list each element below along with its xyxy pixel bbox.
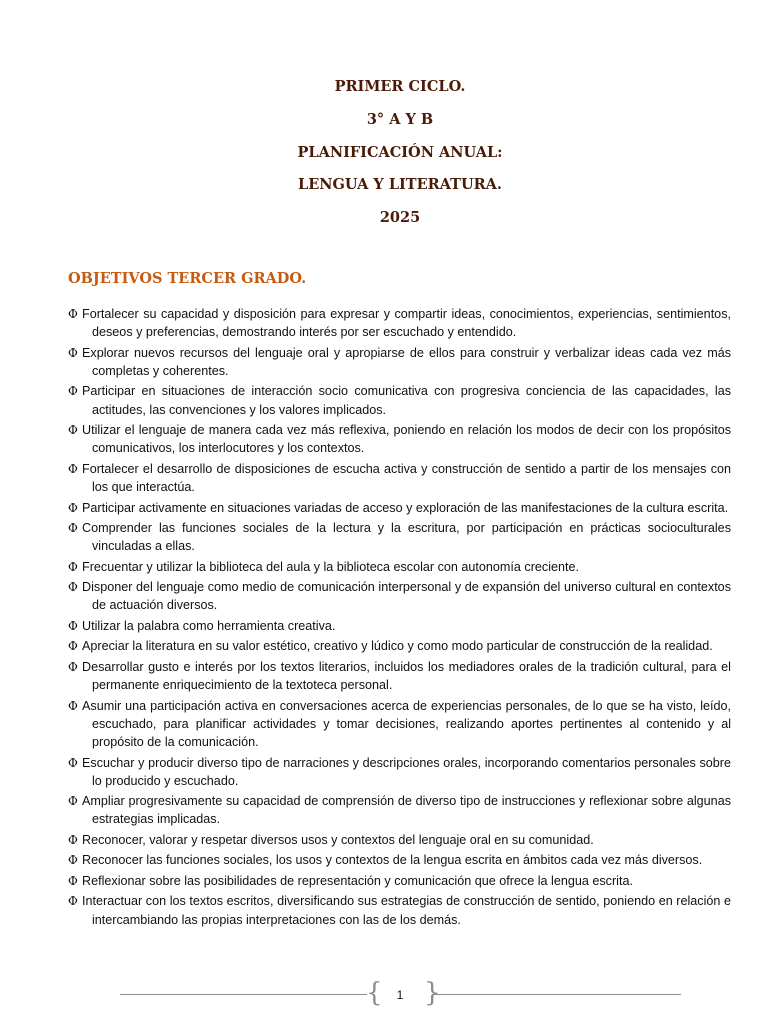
objective-item	[68, 617, 731, 635]
phi-bullet-icon: Φ	[68, 755, 78, 770]
objective-item	[68, 658, 731, 694]
objective-text: Apreciar la literatura en su valor estético, creativo y lúdico y como modo particular de construcción de la realidad.	[82, 639, 713, 654]
objective-item	[68, 754, 731, 790]
footer-rule-right	[434, 994, 681, 995]
phi-bullet-icon: Φ	[68, 853, 78, 868]
phi-bullet-icon: Φ	[68, 894, 78, 909]
phi-bullet-icon: Φ	[68, 698, 78, 713]
objective-item	[68, 460, 731, 496]
page-bracket-right: }	[424, 978, 441, 1008]
objective-text: Fortalecer su capacidad y disposición para expresar y compartir ideas, conocimientos, experiencias, sentimientos, deseos y preferencias, demostrando interés por ser escuchado y entendido.	[82, 307, 731, 340]
objective-text: Utilizar el lenguaje de manera cada vez más reflexiva, poniendo en relación los modos de decir con los propósitos comunicativos, los interlocutores y los contextos.	[82, 423, 731, 456]
header-year: 2025	[379, 209, 421, 227]
objective-item	[68, 578, 731, 614]
objective-item	[68, 499, 731, 517]
objective-text: Interactuar con los textos escritos, diversificando sus estrategias de construcción de sentido, poniendo en relación e intercambiando las propias interpretaciones con las de los demás.	[82, 894, 731, 927]
objective-item	[68, 831, 731, 849]
objective-item	[68, 344, 731, 380]
objective-item	[68, 851, 731, 869]
header-plan: PLANIFICACIÓN ANUAL:	[297, 143, 503, 161]
objective-text: Utilizar la palabra como herramienta creativa.	[82, 618, 336, 633]
phi-bullet-icon: Φ	[68, 307, 78, 321]
phi-bullet-icon: Φ	[68, 580, 78, 595]
objective-item	[68, 519, 731, 555]
phi-bullet-icon: Φ	[68, 500, 78, 515]
phi-bullet-icon: Φ	[68, 618, 78, 633]
header-cycle: PRIMER CICLO.	[334, 78, 466, 95]
document-header	[0, 76, 768, 240]
objective-item	[68, 305, 731, 341]
phi-bullet-icon: Φ	[68, 559, 78, 574]
phi-bullet-icon: Φ	[68, 461, 78, 476]
phi-bullet-icon: Φ	[68, 384, 78, 399]
objective-text: Participar activamente en situaciones variadas de acceso y exploración de las manifestaciones de la cultura escrita.	[82, 500, 729, 515]
objective-text: Desarrollar gusto e interés por los textos literarios, incluidos los mediadores orales de la tradición cultural, para el permanente enriquecimiento de la textoteca personal.	[82, 659, 731, 693]
objective-item	[68, 382, 731, 418]
objectives-list	[68, 305, 731, 931]
objective-text: Reconocer, valorar y respetar diversos usos y contextos del lenguaje oral en su comunidad.	[82, 832, 594, 847]
header-subject: LENGUA Y LITERATURA.	[298, 176, 502, 194]
phi-bullet-icon: Φ	[68, 639, 78, 654]
objective-text: Participar en situaciones de interacción socio comunicativa con progresiva conciencia de las capacidades, las actitudes, las convenciones y los valores implicados.	[82, 384, 731, 417]
objective-text: Explorar nuevos recursos del lenguaje oral y apropiarse de ellos para construir y verbalizar ideas cada vez más completas y coherentes.	[82, 345, 731, 378]
objective-item	[68, 558, 731, 576]
objective-item	[68, 892, 731, 928]
objective-item	[68, 637, 731, 655]
phi-bullet-icon: Φ	[68, 345, 78, 360]
objective-text: Asumir una participación activa en conversaciones acerca de experiencias personales, de lo que se ha visto, leído, escuchado, para planificar actividades y tomar decisiones, realizando aportes pertinentes al contenido y al propósito de la comunicación.	[82, 698, 731, 750]
section-title: OBJETIVOS TERCER GRADO.	[68, 270, 307, 287]
objective-item	[68, 697, 731, 752]
phi-bullet-icon: Φ	[68, 794, 78, 809]
objective-text: Ampliar progresivamente su capacidad de comprensión de diverso tipo de instrucciones y reflexionar sobre algunas estrategias implicadas.	[82, 794, 731, 827]
objective-text: Fortalecer el desarrollo de disposiciones de escucha activa y construcción de sentido a partir de los mensajes con los que interactúa.	[82, 461, 731, 495]
page-bracket-left: {	[366, 978, 383, 1008]
page-number: 1	[396, 988, 404, 1002]
objective-item	[68, 872, 731, 890]
phi-bullet-icon: Φ	[68, 832, 78, 847]
header-grade: 3° A Y B	[366, 110, 434, 128]
objective-item	[68, 421, 731, 457]
phi-bullet-icon: Φ	[68, 521, 78, 536]
phi-bullet-icon: Φ	[68, 423, 78, 438]
objective-text: Comprender las funciones sociales de la lectura y la escritura, por participación en prácticas socioculturales vinculadas a ellas.	[82, 521, 731, 554]
objective-item	[68, 792, 731, 828]
objective-text: Frecuentar y utilizar la biblioteca del aula y la biblioteca escolar con autonomía creciente.	[82, 559, 580, 574]
objective-text: Disponer del lenguaje como medio de comunicación interpersonal y de expansión del universo cultural en contextos de actuación diversos.	[82, 580, 731, 613]
objective-text: Reflexionar sobre las posibilidades de representación y comunicación que ofrece la lengua escrita.	[82, 873, 633, 888]
objective-text: Escuchar y producir diverso tipo de narraciones y descripciones orales, incorporando comentarios personales sobre lo producido y escuchado.	[82, 755, 731, 788]
phi-bullet-icon: Φ	[68, 873, 78, 888]
phi-bullet-icon: Φ	[68, 659, 78, 674]
objective-text: Reconocer las funciones sociales, los usos y contextos de la lengua escrita en ámbitos cada vez más diversos.	[82, 853, 703, 868]
footer-rule-left	[120, 994, 367, 995]
